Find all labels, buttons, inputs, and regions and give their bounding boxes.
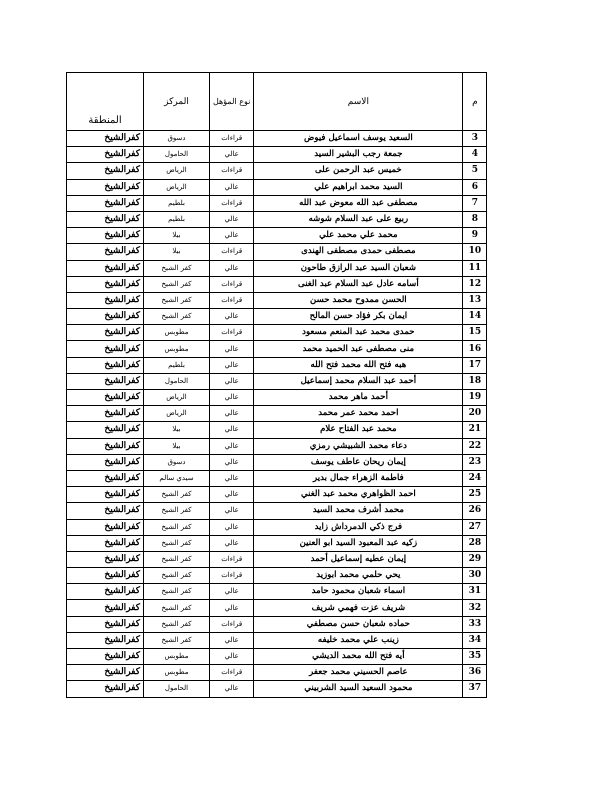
cell-center: كفر الشيخ — [144, 551, 210, 567]
table-row — [67, 325, 487, 341]
table-row — [67, 373, 487, 389]
cell-region: كفرالشيخ — [67, 244, 144, 260]
cell-number: 11 — [463, 260, 487, 276]
cell-qualification: قراءات — [210, 244, 254, 260]
cell-region: كفرالشيخ — [67, 406, 144, 422]
cell-center: مطوبس — [144, 341, 210, 357]
header-region: المنطقة — [67, 73, 144, 131]
cell-qualification: عالي — [210, 341, 254, 357]
table-row — [67, 503, 487, 519]
cell-center: بيلا — [144, 422, 210, 438]
names-table — [66, 72, 487, 698]
cell-qualification: قراءات — [210, 551, 254, 567]
cell-region: كفرالشيخ — [67, 325, 144, 341]
cell-qualification: قراءات — [210, 195, 254, 211]
table-row — [67, 438, 487, 454]
cell-name: يحي حلمي محمد ابوزيد — [254, 568, 463, 584]
table-row — [67, 616, 487, 632]
cell-qualification: عالي — [210, 503, 254, 519]
table-row — [67, 341, 487, 357]
table-row — [67, 665, 487, 681]
table-row — [67, 406, 487, 422]
cell-region: كفرالشيخ — [67, 487, 144, 503]
cell-qualification: عالي — [210, 179, 254, 195]
cell-center: مطوبس — [144, 649, 210, 665]
cell-center: بلطيم — [144, 211, 210, 227]
cell-region: كفرالشيخ — [67, 438, 144, 454]
table-row — [67, 292, 487, 308]
cell-region: كفرالشيخ — [67, 276, 144, 292]
cell-number: 28 — [463, 535, 487, 551]
cell-region: كفرالشيخ — [67, 649, 144, 665]
cell-number: 25 — [463, 487, 487, 503]
cell-center: الرياض — [144, 163, 210, 179]
cell-number: 19 — [463, 390, 487, 406]
cell-name: عاصم الحسيني محمد جعفر — [254, 665, 463, 681]
cell-qualification: عالي — [210, 373, 254, 389]
cell-number: 20 — [463, 406, 487, 422]
cell-center: دسوق — [144, 454, 210, 470]
cell-name: حمدى محمد عبد المنعم مسعود — [254, 325, 463, 341]
table-row — [67, 390, 487, 406]
cell-name: أسامه عادل عبد السلام عبد الغنى — [254, 276, 463, 292]
cell-center: بيلا — [144, 228, 210, 244]
cell-name: مصطفى عبد الله معوض عبد الله — [254, 195, 463, 211]
cell-number: 35 — [463, 649, 487, 665]
cell-region: كفرالشيخ — [67, 373, 144, 389]
cell-region: كفرالشيخ — [67, 584, 144, 600]
cell-qualification: قراءات — [210, 292, 254, 308]
header-center: المركز — [144, 73, 210, 131]
cell-region: كفرالشيخ — [67, 357, 144, 373]
cell-region: كفرالشيخ — [67, 147, 144, 163]
cell-region: كفرالشيخ — [67, 535, 144, 551]
cell-qualification: عالي — [210, 228, 254, 244]
cell-region: كفرالشيخ — [67, 503, 144, 519]
cell-region: كفرالشيخ — [67, 568, 144, 584]
cell-name: محمد علي محمد علي — [254, 228, 463, 244]
cell-center: الرياض — [144, 179, 210, 195]
cell-name: محمود السعيد السيد الشربيني — [254, 681, 463, 697]
cell-center: بيلا — [144, 438, 210, 454]
cell-qualification: عالي — [210, 584, 254, 600]
cell-center: بلطيم — [144, 357, 210, 373]
cell-name: زينب علي محمد خليفه — [254, 632, 463, 648]
table-row — [67, 211, 487, 227]
cell-qualification: عالي — [210, 147, 254, 163]
cell-region: كفرالشيخ — [67, 309, 144, 325]
cell-center: كفر الشيخ — [144, 503, 210, 519]
cell-number: 22 — [463, 438, 487, 454]
cell-qualification: عالي — [210, 438, 254, 454]
cell-region: كفرالشيخ — [67, 551, 144, 567]
cell-name: زكيه عبد المعبود السيد ابو العنين — [254, 535, 463, 551]
cell-center: مطوبس — [144, 665, 210, 681]
cell-number: 5 — [463, 163, 487, 179]
table-row — [67, 163, 487, 179]
cell-number: 34 — [463, 632, 487, 648]
cell-qualification: عالي — [210, 260, 254, 276]
cell-name: ربيع على عبد السلام شوشه — [254, 211, 463, 227]
cell-qualification: عالي — [210, 211, 254, 227]
cell-region: كفرالشيخ — [67, 341, 144, 357]
cell-number: 36 — [463, 665, 487, 681]
cell-center: كفر الشيخ — [144, 519, 210, 535]
cell-center: كفر الشيخ — [144, 309, 210, 325]
cell-region: كفرالشيخ — [67, 179, 144, 195]
cell-region: كفرالشيخ — [67, 292, 144, 308]
cell-region: كفرالشيخ — [67, 632, 144, 648]
cell-center: الحامول — [144, 681, 210, 697]
table-row — [67, 649, 487, 665]
cell-number: 31 — [463, 584, 487, 600]
cell-region: كفرالشيخ — [67, 422, 144, 438]
cell-name: أحمد عبد السلام محمد إسماعيل — [254, 373, 463, 389]
cell-region: كفرالشيخ — [67, 228, 144, 244]
cell-qualification: عالي — [210, 519, 254, 535]
cell-center: بلطيم — [144, 195, 210, 211]
cell-center: كفر الشيخ — [144, 600, 210, 616]
cell-center: كفر الشيخ — [144, 260, 210, 276]
cell-center: دسوق — [144, 131, 210, 147]
cell-number: 33 — [463, 616, 487, 632]
cell-number: 24 — [463, 470, 487, 486]
cell-qualification: عالي — [210, 681, 254, 697]
table-row — [67, 470, 487, 486]
cell-name: محمد عبد الفتاح علام — [254, 422, 463, 438]
cell-number: 7 — [463, 195, 487, 211]
table-row — [67, 131, 487, 147]
table-row — [67, 422, 487, 438]
cell-region: كفرالشيخ — [67, 470, 144, 486]
table-row — [67, 357, 487, 373]
cell-qualification: عالي — [210, 470, 254, 486]
cell-number: 23 — [463, 454, 487, 470]
cell-name: أيه فتح الله محمد الديشي — [254, 649, 463, 665]
cell-qualification: قراءات — [210, 616, 254, 632]
cell-name: احمد الظواهري محمد عبد الغني — [254, 487, 463, 503]
cell-number: 13 — [463, 292, 487, 308]
cell-center: كفر الشيخ — [144, 292, 210, 308]
cell-region: كفرالشيخ — [67, 131, 144, 147]
cell-qualification: عالي — [210, 309, 254, 325]
cell-qualification: عالي — [210, 406, 254, 422]
cell-qualification: قراءات — [210, 325, 254, 341]
cell-number: 9 — [463, 228, 487, 244]
header-qualification: نوع المؤهل — [210, 73, 254, 131]
cell-region: كفرالشيخ — [67, 163, 144, 179]
cell-name: خميس عبد الرحمن على — [254, 163, 463, 179]
cell-qualification: قراءات — [210, 163, 254, 179]
cell-region: كفرالشيخ — [67, 454, 144, 470]
cell-qualification: عالي — [210, 632, 254, 648]
cell-name: دعاء محمد الشبيشي رمزي — [254, 438, 463, 454]
table-row — [67, 195, 487, 211]
cell-region: كفرالشيخ — [67, 616, 144, 632]
cell-region: كفرالشيخ — [67, 681, 144, 697]
cell-region: كفرالشيخ — [67, 390, 144, 406]
table-row — [67, 179, 487, 195]
cell-center: كفر الشيخ — [144, 568, 210, 584]
table-row — [67, 487, 487, 503]
cell-region: كفرالشيخ — [67, 519, 144, 535]
cell-number: 37 — [463, 681, 487, 697]
cell-number: 21 — [463, 422, 487, 438]
cell-number: 8 — [463, 211, 487, 227]
header-number: م — [463, 73, 487, 131]
cell-name: محمد أشرف محمد السيد — [254, 503, 463, 519]
cell-center: الرياض — [144, 390, 210, 406]
header-name: الاسم — [254, 73, 463, 131]
cell-qualification: عالي — [210, 535, 254, 551]
cell-number: 4 — [463, 147, 487, 163]
cell-qualification: قراءات — [210, 276, 254, 292]
cell-qualification: قراءات — [210, 568, 254, 584]
cell-name: فرج ذكي الدمرداش زايد — [254, 519, 463, 535]
table-row — [67, 309, 487, 325]
cell-center: مطوبس — [144, 325, 210, 341]
cell-qualification: قراءات — [210, 665, 254, 681]
cell-name: هبه فتح الله محمد فتح الله — [254, 357, 463, 373]
cell-name: إيمان عطيه إسماعيل أحمد — [254, 551, 463, 567]
cell-qualification: عالي — [210, 422, 254, 438]
cell-center: كفر الشيخ — [144, 632, 210, 648]
cell-region: كفرالشيخ — [67, 600, 144, 616]
cell-qualification: عالي — [210, 649, 254, 665]
table-row — [67, 551, 487, 567]
cell-number: 3 — [463, 131, 487, 147]
cell-number: 10 — [463, 244, 487, 260]
cell-qualification: عالي — [210, 600, 254, 616]
table-row — [67, 632, 487, 648]
cell-name: السيد محمد ابراهيم علي — [254, 179, 463, 195]
cell-number: 32 — [463, 600, 487, 616]
cell-name: فاطمة الزهراء جمال بدير — [254, 470, 463, 486]
cell-center: الحامول — [144, 147, 210, 163]
cell-name: احمد محمد عمر محمد — [254, 406, 463, 422]
table-row — [67, 244, 487, 260]
cell-name: السعيد يوسف اسماعيل فيوض — [254, 131, 463, 147]
table-row — [67, 519, 487, 535]
table-row — [67, 276, 487, 292]
cell-number: 17 — [463, 357, 487, 373]
cell-region: كفرالشيخ — [67, 195, 144, 211]
cell-center: بيلا — [144, 244, 210, 260]
cell-number: 14 — [463, 309, 487, 325]
table-row — [67, 681, 487, 697]
cell-center: سيدي سالم — [144, 470, 210, 486]
cell-number: 16 — [463, 341, 487, 357]
cell-name: اسماء شعبان محمود حامد — [254, 584, 463, 600]
cell-name: مصطفى حمدى مصطفى الهندى — [254, 244, 463, 260]
cell-name: أحمد ماهر محمد — [254, 390, 463, 406]
cell-center: كفر الشيخ — [144, 487, 210, 503]
cell-number: 27 — [463, 519, 487, 535]
cell-number: 30 — [463, 568, 487, 584]
cell-center: كفر الشيخ — [144, 616, 210, 632]
table-row — [67, 260, 487, 276]
cell-qualification: عالي — [210, 454, 254, 470]
table-row — [67, 568, 487, 584]
cell-center: كفر الشيخ — [144, 584, 210, 600]
cell-region: كفرالشيخ — [67, 211, 144, 227]
table-row — [67, 454, 487, 470]
cell-region: كفرالشيخ — [67, 665, 144, 681]
cell-name: منى مصطفى عبد الحميد محمد — [254, 341, 463, 357]
cell-qualification: عالي — [210, 487, 254, 503]
cell-number: 29 — [463, 551, 487, 567]
cell-name: جمعة رجب البشير السيد — [254, 147, 463, 163]
cell-number: 12 — [463, 276, 487, 292]
cell-number: 18 — [463, 373, 487, 389]
table-header-row — [67, 73, 487, 131]
cell-name: شريف عزت فهمي شريف — [254, 600, 463, 616]
cell-name: شعبان السيد عبد الرازق طاحون — [254, 260, 463, 276]
table-row — [67, 228, 487, 244]
table-row — [67, 147, 487, 163]
cell-name: الحسن ممدوح محمد حسن — [254, 292, 463, 308]
cell-center: كفر الشيخ — [144, 535, 210, 551]
cell-name: ايمان بكر فؤاد حسن المالح — [254, 309, 463, 325]
cell-center: الرياض — [144, 406, 210, 422]
table-row — [67, 584, 487, 600]
table-row — [67, 535, 487, 551]
cell-name: حماده شعبان حسن مصطفي — [254, 616, 463, 632]
cell-qualification: عالي — [210, 357, 254, 373]
cell-center: كفر الشيخ — [144, 276, 210, 292]
table-row — [67, 600, 487, 616]
cell-region: كفرالشيخ — [67, 260, 144, 276]
cell-number: 6 — [463, 179, 487, 195]
cell-number: 26 — [463, 503, 487, 519]
cell-qualification: قراءات — [210, 131, 254, 147]
cell-qualification: عالي — [210, 390, 254, 406]
cell-number: 15 — [463, 325, 487, 341]
cell-center: الحامول — [144, 373, 210, 389]
cell-name: إيمان ريحان عاطف يوسف — [254, 454, 463, 470]
